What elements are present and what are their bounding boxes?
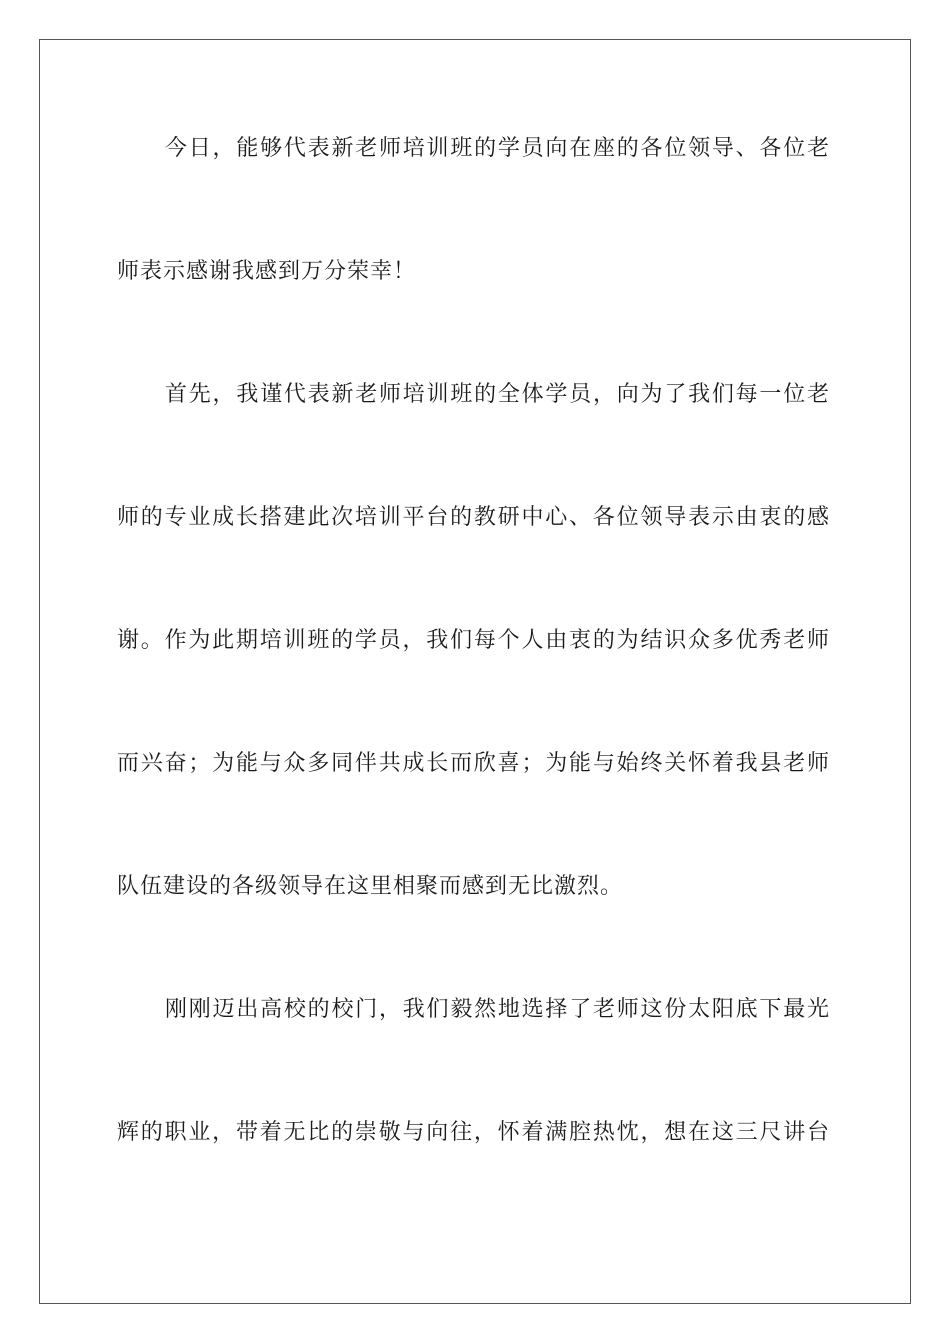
paragraph-3-line-2: 辉的职业，带着无比的崇敬与向往，怀着满腔热忱，想在这三尺讲台 bbox=[117, 1120, 830, 1145]
paragraph-1-line-2: 师表示感谢我感到万分荣幸！ bbox=[117, 259, 417, 284]
document-body bbox=[117, 128, 830, 1235]
paragraph-2-line-1: 首先，我谨代表新老师培训班的全体学员，向为了我们每一位老 bbox=[165, 382, 830, 407]
paragraph-2-line-5: 队伍建设的各级领导在这里相聚而感到无比激烈。 bbox=[117, 874, 624, 899]
paragraph-2-line-3: 谢。作为此期培训班的学员，我们每个人由衷的为结识众多优秀老师 bbox=[117, 628, 830, 653]
paragraph-1-line-1: 今日，能够代表新老师培训班的学员向在座的各位领导、各位老 bbox=[165, 136, 830, 161]
paragraph-2-line-2: 师的专业成长搭建此次培训平台的教研中心、各位领导表示由衷的感 bbox=[117, 505, 830, 530]
paragraph-3-line-1: 刚刚迈出高校的校门，我们毅然地选择了老师这份太阳底下最光 bbox=[165, 997, 830, 1022]
paragraph-2-line-4: 而兴奋；为能与众多同伴共成长而欣喜；为能与始终关怀着我县老师 bbox=[117, 751, 830, 776]
